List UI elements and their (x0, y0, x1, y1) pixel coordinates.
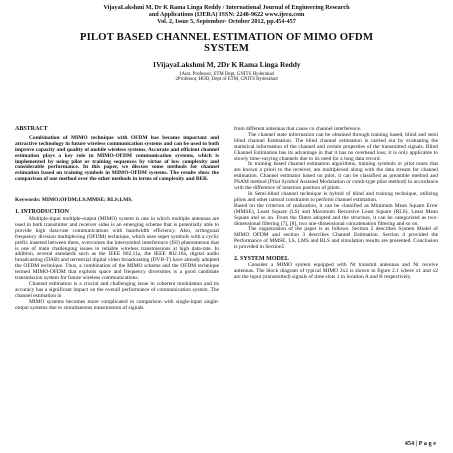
paper-title (15, 32, 438, 54)
keywords: Keywords: MIMO;OFDM;LS;MMSE; RLS;LMS. (15, 197, 133, 204)
affiliation-1: 1Asst. Professor, ETM Dept, GNITS Hyderabad (179, 71, 274, 77)
right-paragraph-2: The channel state information can be obtained through training based, blind and semi blind channel Estimation. The blind channel estimation is carried out by evaluating the statistical information of the channel and certain properties of the transmitted signals. Blind Channel Estimation has its advantage in that it has no overhead loss; it is only applicable to slowly time-varying channels due to its need for a long data record. (234, 131, 438, 162)
journal-header (15, 4, 438, 26)
right-paragraph-6: The organization of the paper is as follows. Section 2 describes System Model of MIMO OFDM and section 3 describes Channel Estimation. Section 4 provided the Performance of MMSE, LS, LMS and RLS and simulation results are presented. Conclusion is provided in Section5 (234, 226, 438, 251)
introduction-heading: 1. INTRODUCTION (15, 209, 70, 216)
abstract-text: Combination of MIMO technique with OFDM has become important and attractive technology in future wireless communication systems and can be used to both improve capacity and quality of mobile wireless systems. Accurate and efficient channel estimation plays a key role in MIMO-OFDM communication systems, which is implemented by using pilot or training sequences by virtue of low complexity and considerable performance. In this paper, we discuss some methods for channel estimation based on training symbols in MIMO-OFDM systems. The results show the comparison of one method over the other methods in terms of complexity and BER. (15, 134, 219, 183)
right-paragraph-1: from different antennas that cause co channel interference. (234, 126, 362, 132)
paper-authors: 1VijayaLakshmi M, 2Dr K Rama Linga Reddy (152, 59, 301, 69)
introduction-paragraph-2: Channel estimation is a crucial and challenging issue in coherent modulation and its accuracy has a significant impact on the overall performance of communication system. The channel estimation in (15, 280, 219, 299)
affiliations (15, 72, 438, 84)
right-paragraph-5: Based on the criterion of realization, it can be classified as Minimum Mean Square Error (MMSE), Least Square (LS) and Maximum Recursive Least Square (RLS), Least Mean Square and so on. From the filters adopted and the structure, it can be categorized as two-dimensional filtering [7], [8], two one-dimensional concatenation filtering and so on. (234, 202, 438, 227)
affiliation-2: 2Professor, HOD, Dept of ETM, GNITS Hyderabad (175, 77, 278, 83)
page-number: 454 | P a g e (404, 440, 436, 447)
system-model-paragraph: Consider a MIMO system equipped with Nt transmit antennas and Nr receive antennas. The block diagram of typical MIMO 2x2 is shown in figure 2.1 where x1 and x2 are the input (transmitted) signals of time slots 1 in location A and B respectively. (234, 261, 438, 280)
right-paragraph-3: In training based channel estimation algorithms, training symbols or pilot tones that are known a priori to the receiver, are multiplexed along with the data stream for channel estimation. Channel estimator based on pilot, it can be classified as preamble method and PSAM method (Pilot Symbol Assisted Modulation or comb-type pilot method) in accordance with the difference of insertion position of pilots. (234, 161, 438, 192)
body-columns (15, 127, 438, 311)
introduction-paragraph-1: Multiple-input multiple-output (MIMO) system is one in which multiple antennas are used in both transmitter and receiver sides is an emerging scheme that is potentially able to provide high data-rate communications with bandwidth efficiency. Also, orthogonal frequency division multiplexing (OFDM) technique, which uses super symbols with a cyclic prefix inserted between them, overcomes the intersymbol interference (ISI) phenomenon that is one of main challenging issues in reliable wireless transmissions at high data-rate. In addition, several standards such as the IEEE 802.11a, the IEEE 802.16a, digital audio broadcasting (DAB) and terrestrial digital video broadcasting (DVB-T) have already adopted the OFDM technique. Thus, a combination of the MIMO scheme and the OFDM technique termed MIMO-OFDM that exploits space and frequency diversities is a good candidate transmission system for future wireless communications. (15, 215, 219, 282)
right-paragraph-4: In Semi-blind channel technique is hybrid of blind and training technique, utilizing pilots and other natural constraints to perform channel estimation. (234, 190, 438, 203)
introduction-paragraph-3: MIMO systems becomes more complicated in comparison with single-input single-output systems due to simultaneous transmission of signals (15, 298, 219, 311)
journal-header-line-3: Vol. 2, Issue 5, September- October 2012, pp.454-457 (157, 18, 296, 26)
journal-header-line-1: VijayaLakshmi M, Dr K Rama Linga Reddy / International Journal of Engineering Research (103, 4, 350, 11)
paper-title-line-2: SYSTEM (203, 41, 249, 54)
right-column (234, 127, 438, 311)
abstract-heading: ABSTRACT (15, 126, 48, 132)
journal-header-line-2: and Applications (IJERA) ISSN: 2248-9622 www.ijera.com (148, 11, 305, 19)
left-column (15, 127, 219, 311)
system-model-heading: 2. SYSTEM MODEL (234, 256, 289, 263)
paper-title-line-1: PILOT BASED CHANNEL ESTIMATION OF MIMO OFDM (79, 30, 374, 43)
